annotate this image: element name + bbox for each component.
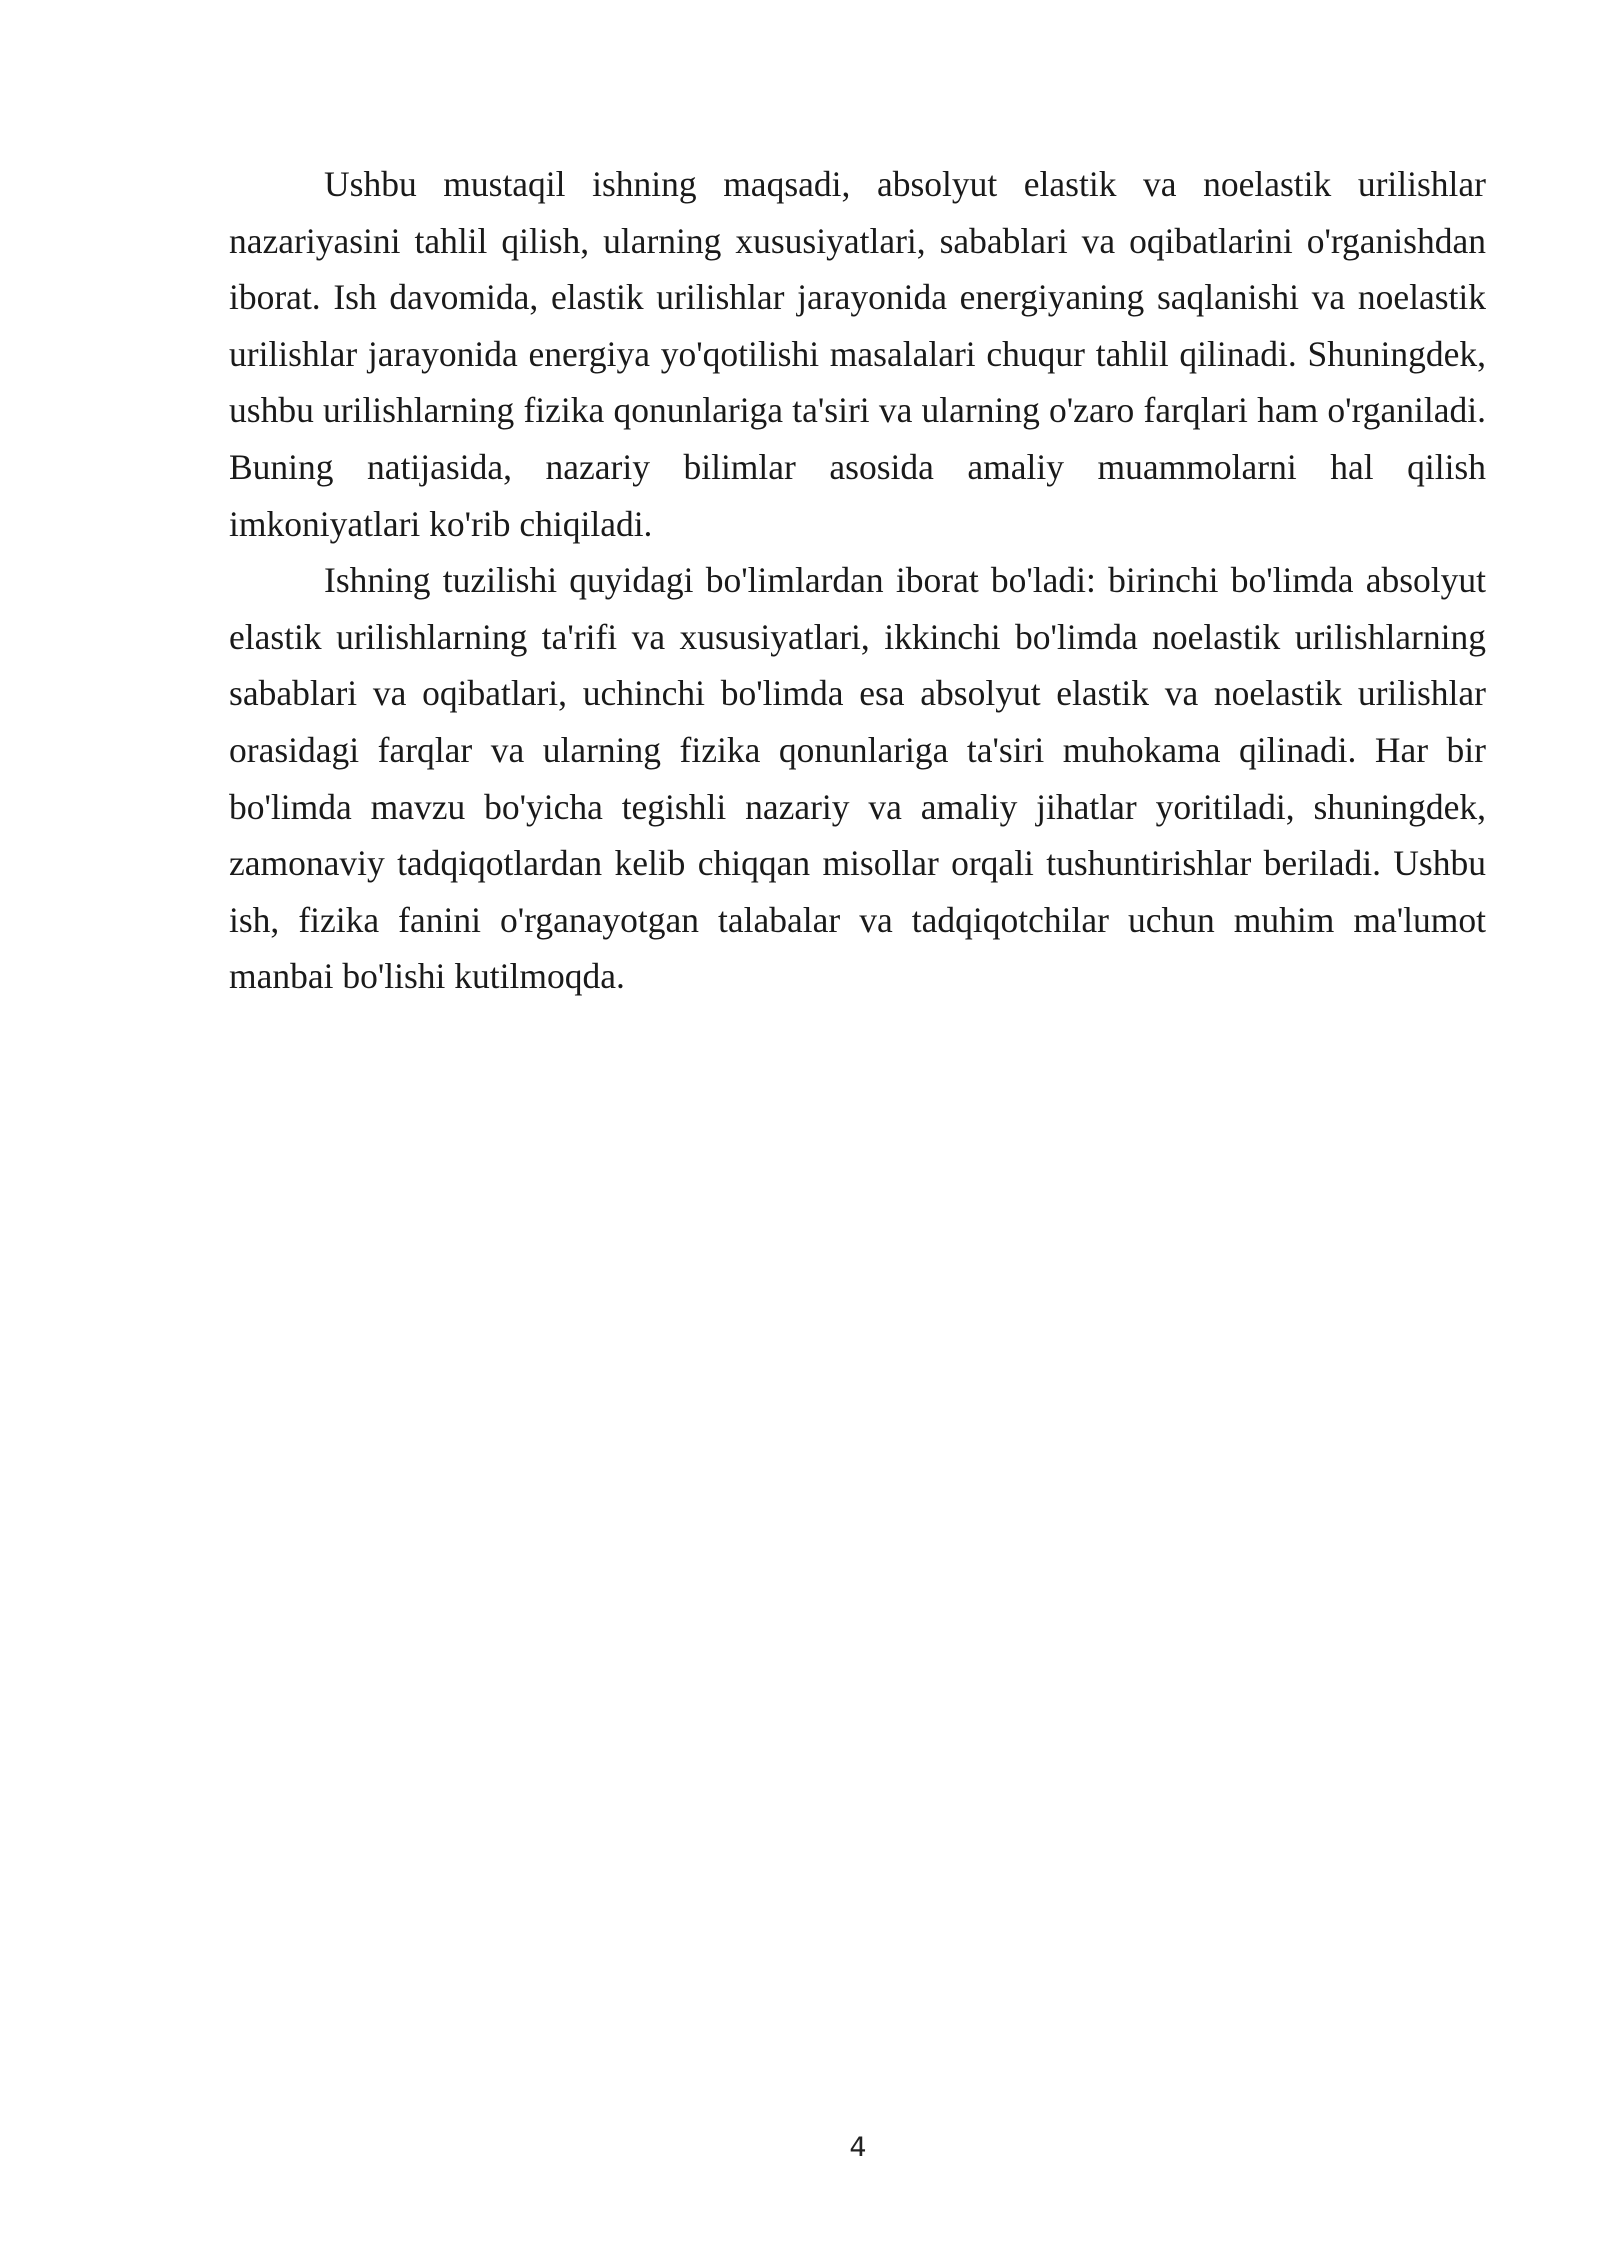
body-text [229,156,1486,1005]
paragraph-purpose: Ushbu mustaqil ishning maqsadi, absolyut elastik va noelastik urilishlar nazariyasini tahlil qilish, ularning xususiyatlari, sabablari va oqibatlarini o'rganishdan iborat. Ish davomida, elastik urilishlar jarayonida energiyaning saqlanishi va noelastik urilishlar jarayonida energiya yo'qotilishi masalalari chuqur tahlil qilinadi. Shuningdek, ushbu urilishlarning fizika qonunlariga ta'siri va ularning o'zaro farqlari ham o'rganiladi. Buning natijasida, nazariy bilimlar asosida amaliy muammolarni hal qilish imkoniyatlari ko'rib chiqiladi. [229,164,1486,544]
page-number: 4 [849,2132,867,2163]
paragraph-structure: Ishning tuzilishi quyidagi bo'limlardan iborat bo'ladi: birinchi bo'limda absolyut elastik urilishlarning ta'rifi va xususiyatlari, ikkinchi bo'limda noelastik urilishlarning sabablari va oqibatlari, uchinchi bo'limda esa absolyut elastik va noelastik urilishlar orasidagi farqlar va ularning fizika qonunlariga ta'siri muhokama qilinadi. Har bir bo'limda mavzu bo'yicha tegishli nazariy va amaliy jihatlar yoritiladi, shuningdek, zamonaviy tadqiqotlardan kelib chiqqan misollar orqali tushuntirishlar beriladi. Ushbu ish, fizika fanini o'rganayotgan talabalar va tadqiqotchilar uchun muhim ma'lumot manbai bo'lishi kutilmoqda. [229,560,1486,997]
